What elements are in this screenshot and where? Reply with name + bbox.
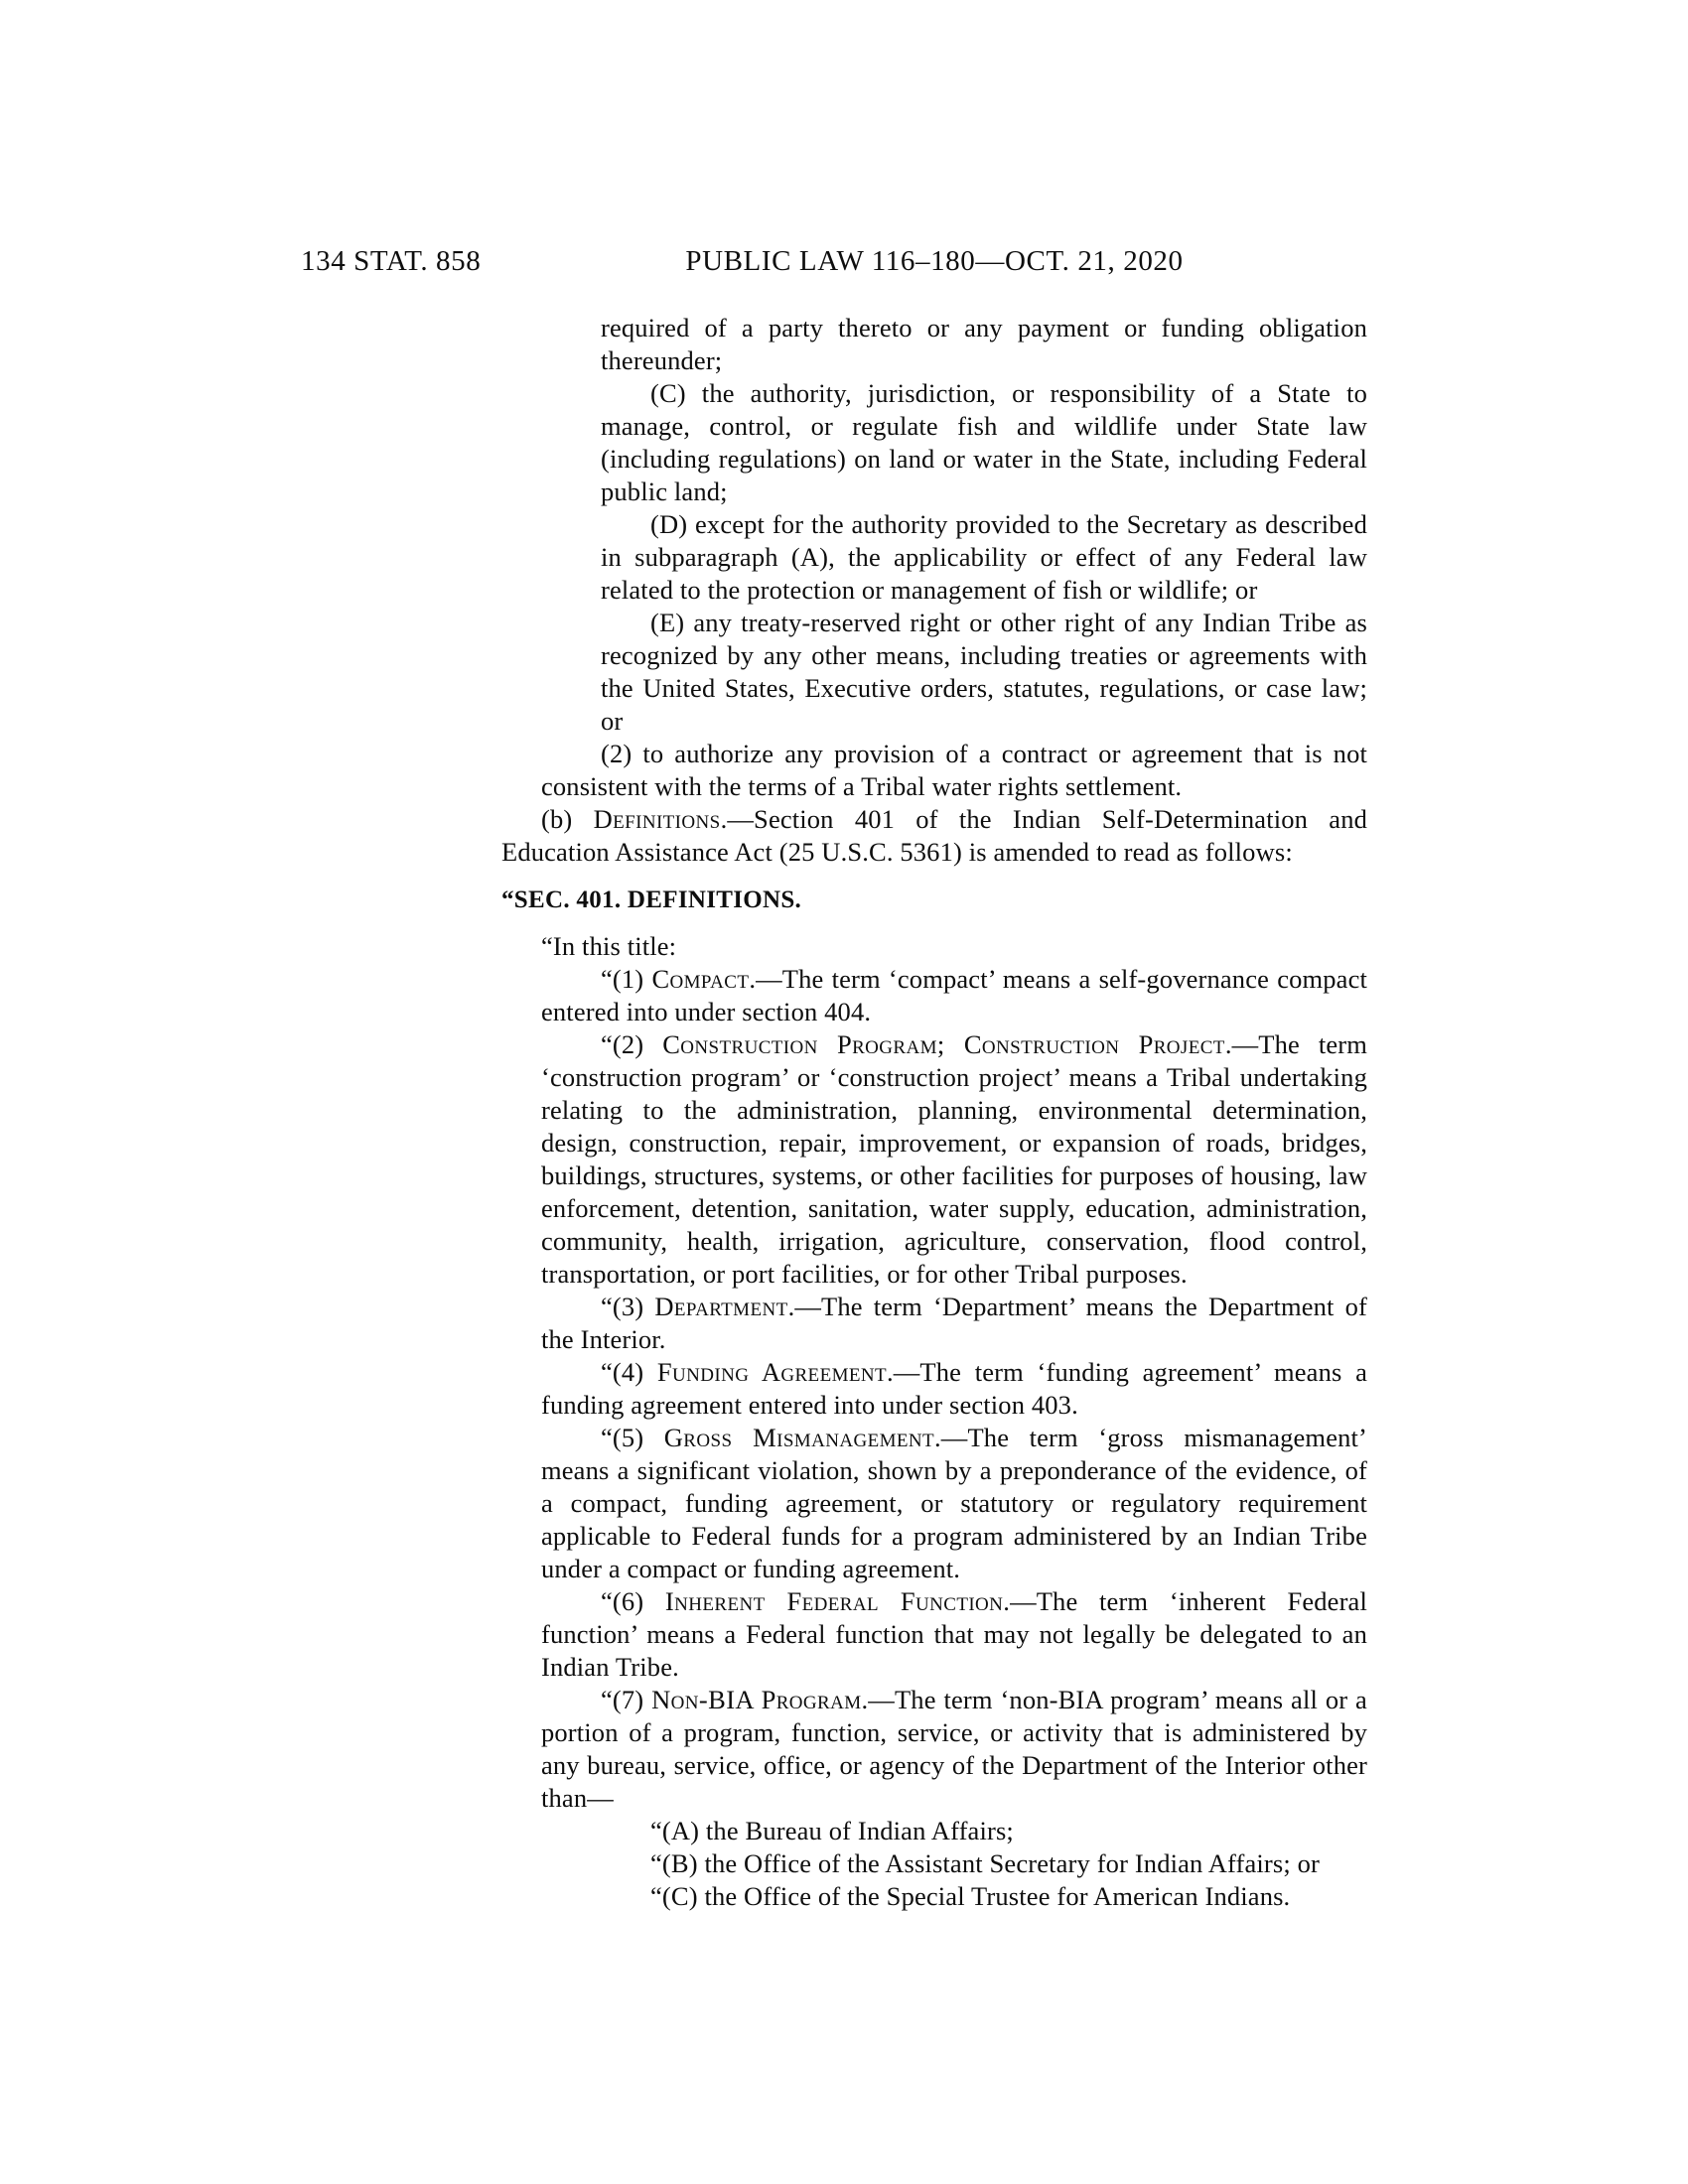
document-body <box>501 312 1367 1913</box>
text-segment: required of a party thereto or any payment or funding obligation thereunder; <box>601 313 1367 375</box>
text-segment: “(6) <box>601 1586 665 1616</box>
text-segment: “(7) <box>601 1685 652 1714</box>
text-segment: .—The term ‘Department’ means the Department of the Interior. <box>541 1292 1367 1354</box>
text-segment: “(3) <box>601 1292 655 1321</box>
subparagraph-E-treaty-rights <box>601 607 1367 738</box>
text-segment: “(A) the Bureau of Indian Affairs; <box>650 1816 1014 1845</box>
definition-4-funding-agreement <box>541 1356 1367 1422</box>
in-this-title-line <box>501 930 1367 963</box>
definition-1-compact <box>541 963 1367 1028</box>
smallcaps-term: Funding Agreement <box>656 1357 887 1387</box>
text-segment: .—Section 401 of the Indian Self-Determination and Education Assistance Act (25 U.S.C. 5361) is amended to read as follows: <box>501 804 1367 867</box>
smallcaps-term: Definitions <box>593 804 721 834</box>
smallcaps-term: Department <box>654 1292 788 1321</box>
text-segment: “(B) the Office of the Assistant Secretary for Indian Affairs; or <box>650 1848 1321 1878</box>
smallcaps-term: Non-BIA Program <box>651 1685 862 1714</box>
text-segment: .—The term ‘construction program’ or ‘construction project’ means a Tribal undertaking relating to the administration, planning, environmental determination, design, construction, repair, improvement, or expansion of roads, bridges, buildings, structures, systems, or other facilities for purposes of housing, law enforcement, detention, sanitation, water supply, education, administration, community, health, irrigation, agriculture, conservation, flood control, transportation, or port facilities, or for other Tribal purposes. <box>541 1029 1367 1289</box>
smallcaps-term: Construction Program; Construction Project <box>662 1029 1225 1059</box>
text-segment: “SEC. 401. DEFINITIONS. <box>501 887 802 913</box>
text-segment: (2) to authorize any provision of a contract or agreement that is not consistent with the terms of a Tribal water rights settlement. <box>541 739 1367 801</box>
definition-6-inherent-federal-function <box>541 1585 1367 1684</box>
definition-5-gross-mismanagement <box>541 1422 1367 1585</box>
text-segment: “(C) the Office of the Special Trustee for American Indians. <box>650 1881 1291 1911</box>
smallcaps-term: Gross Mismanagement <box>663 1423 935 1452</box>
subparagraph-7B-office-assistant-secretary <box>601 1847 1367 1880</box>
definition-2-construction-program <box>541 1028 1367 1291</box>
text-segment: (D) except for the authority provided to the Secretary as described in subparagraph (A), the applicability or effect of any Federal law related to the protection or management of fish or wildlife; or <box>601 509 1367 605</box>
smallcaps-term: Inherent Federal Function <box>664 1586 1004 1616</box>
text-segment: “(5) <box>601 1423 664 1452</box>
paragraph-2-authorize <box>541 738 1367 803</box>
text-segment: “In this title: <box>541 931 677 961</box>
text-segment: (b) <box>541 804 594 834</box>
text-segment: .—The term ‘non-BIA program’ means all or a portion of a program, function, service, or activity that is administered by any bureau, service, office, or agency of the Department of the Interior other than— <box>541 1685 1367 1813</box>
subsection-b-definitions <box>501 803 1367 869</box>
text-segment: “(2) <box>601 1029 663 1059</box>
definition-3-department <box>541 1291 1367 1356</box>
text-segment: “(1) <box>601 964 652 994</box>
text-segment: “(4) <box>601 1357 657 1387</box>
subparagraph-7C-office-special-trustee <box>601 1880 1367 1913</box>
text-segment: (E) any treaty-reserved right or other right of any Indian Tribe as recognized by any other means, including treaties or agreements with the United States, Executive orders, statutes, regulations, or case law; or <box>601 608 1367 736</box>
definition-7-non-bia-program <box>541 1684 1367 1815</box>
subparagraph-7A-bureau-indian-affairs <box>601 1815 1367 1847</box>
text-segment: .—The term ‘gross mismanagement’ means a significant violation, shown by a preponderance of the evidence, of a compact, funding agreement, or statutory or regulatory requirement applicable to Federal funds for a program administered by an Indian Tribe under a compact or funding agreement. <box>541 1423 1367 1583</box>
stat-page-number: 134 STAT. 858 <box>301 245 482 277</box>
continuation-paragraph <box>601 312 1367 377</box>
text-segment: (C) the authority, jurisdiction, or responsibility of a State to manage, control, or regulate fish and wildlife under State law (including regulations) on land or water in the State, including Federal public land; <box>601 378 1367 506</box>
subparagraph-D-federal-law <box>601 508 1367 607</box>
text-segment: .—The term ‘compact’ means a self-governance compact entered into under section 404. <box>541 964 1368 1026</box>
text-segment: .—The term ‘funding agreement’ means a funding agreement entered into under section 403. <box>541 1357 1367 1420</box>
text-segment: .—The term ‘inherent Federal function’ means a Federal function that may not legally be delegated to an Indian Tribe. <box>541 1586 1367 1682</box>
section-401-heading <box>501 884 1367 916</box>
subparagraph-C-state-authority <box>601 377 1367 508</box>
smallcaps-term: Compact <box>651 964 750 994</box>
law-title: PUBLIC LAW 116–180—OCT. 21, 2020 <box>685 245 1184 277</box>
